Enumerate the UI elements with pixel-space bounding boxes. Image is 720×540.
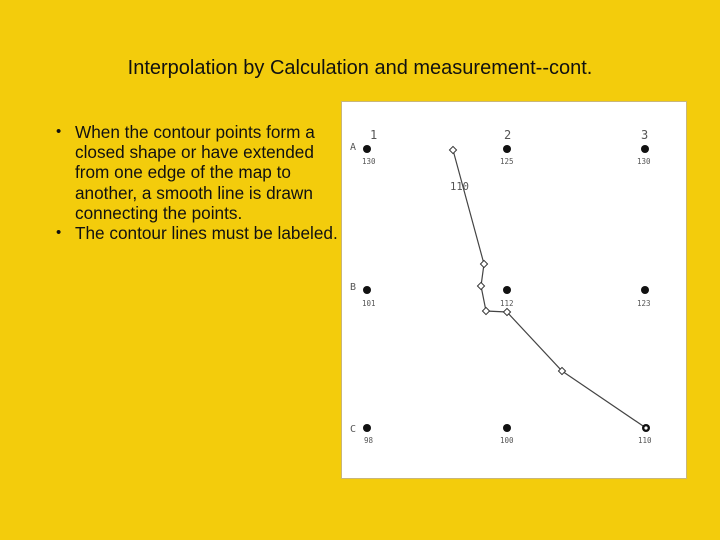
elevation-label-a2: 125 (500, 157, 514, 166)
survey-point-c1 (363, 424, 371, 432)
bullet-item (56, 223, 338, 243)
column-label-3: 3 (641, 128, 649, 142)
survey-point-a3 (641, 145, 649, 153)
contour-map (341, 101, 687, 479)
elevation-label-c3: 110 (638, 436, 652, 445)
elevation-label-b2: 112 (500, 299, 514, 308)
elevation-label-a1: 130 (362, 157, 376, 166)
interpolation-marker (477, 282, 484, 289)
row-label-c: C (350, 424, 357, 435)
contour-map-svg (341, 101, 687, 479)
survey-point-a2 (503, 145, 511, 153)
column-label-2: 2 (504, 128, 512, 142)
survey-point-b1 (363, 286, 371, 294)
bullet-list (56, 122, 338, 243)
interpolation-marker (480, 260, 487, 267)
contour-label: 110 (450, 181, 469, 193)
bullet-item (56, 122, 338, 223)
interpolation-marker (482, 307, 489, 314)
row-label-a: A (350, 142, 357, 153)
elevation-label-b1: 101 (362, 299, 376, 308)
column-label-1: 1 (370, 128, 378, 142)
elevation-label-a3: 130 (637, 157, 651, 166)
slide-title: Interpolation by Calculation and measurement--cont. (127, 57, 593, 79)
survey-point-a1 (363, 145, 371, 153)
interpolation-marker (449, 146, 456, 153)
elevation-label-c2: 100 (500, 436, 514, 445)
bullet-icon: • (56, 123, 62, 140)
elevation-label-c1: 98 (364, 436, 374, 445)
elevation-label-b3: 123 (637, 299, 651, 308)
survey-point-b3 (641, 286, 649, 294)
bullet-text: When the contour points form a closed shape or have extended from one edge of the map to another, a smooth line is drawn connecting the points. (75, 122, 315, 223)
survey-point-c2 (503, 424, 511, 432)
bullet-text: The contour lines must be labeled. (75, 223, 338, 244)
survey-point-c3-center (644, 426, 647, 429)
survey-point-b2 (503, 286, 511, 294)
row-label-b: B (350, 282, 357, 293)
bullet-icon: • (56, 224, 62, 242)
